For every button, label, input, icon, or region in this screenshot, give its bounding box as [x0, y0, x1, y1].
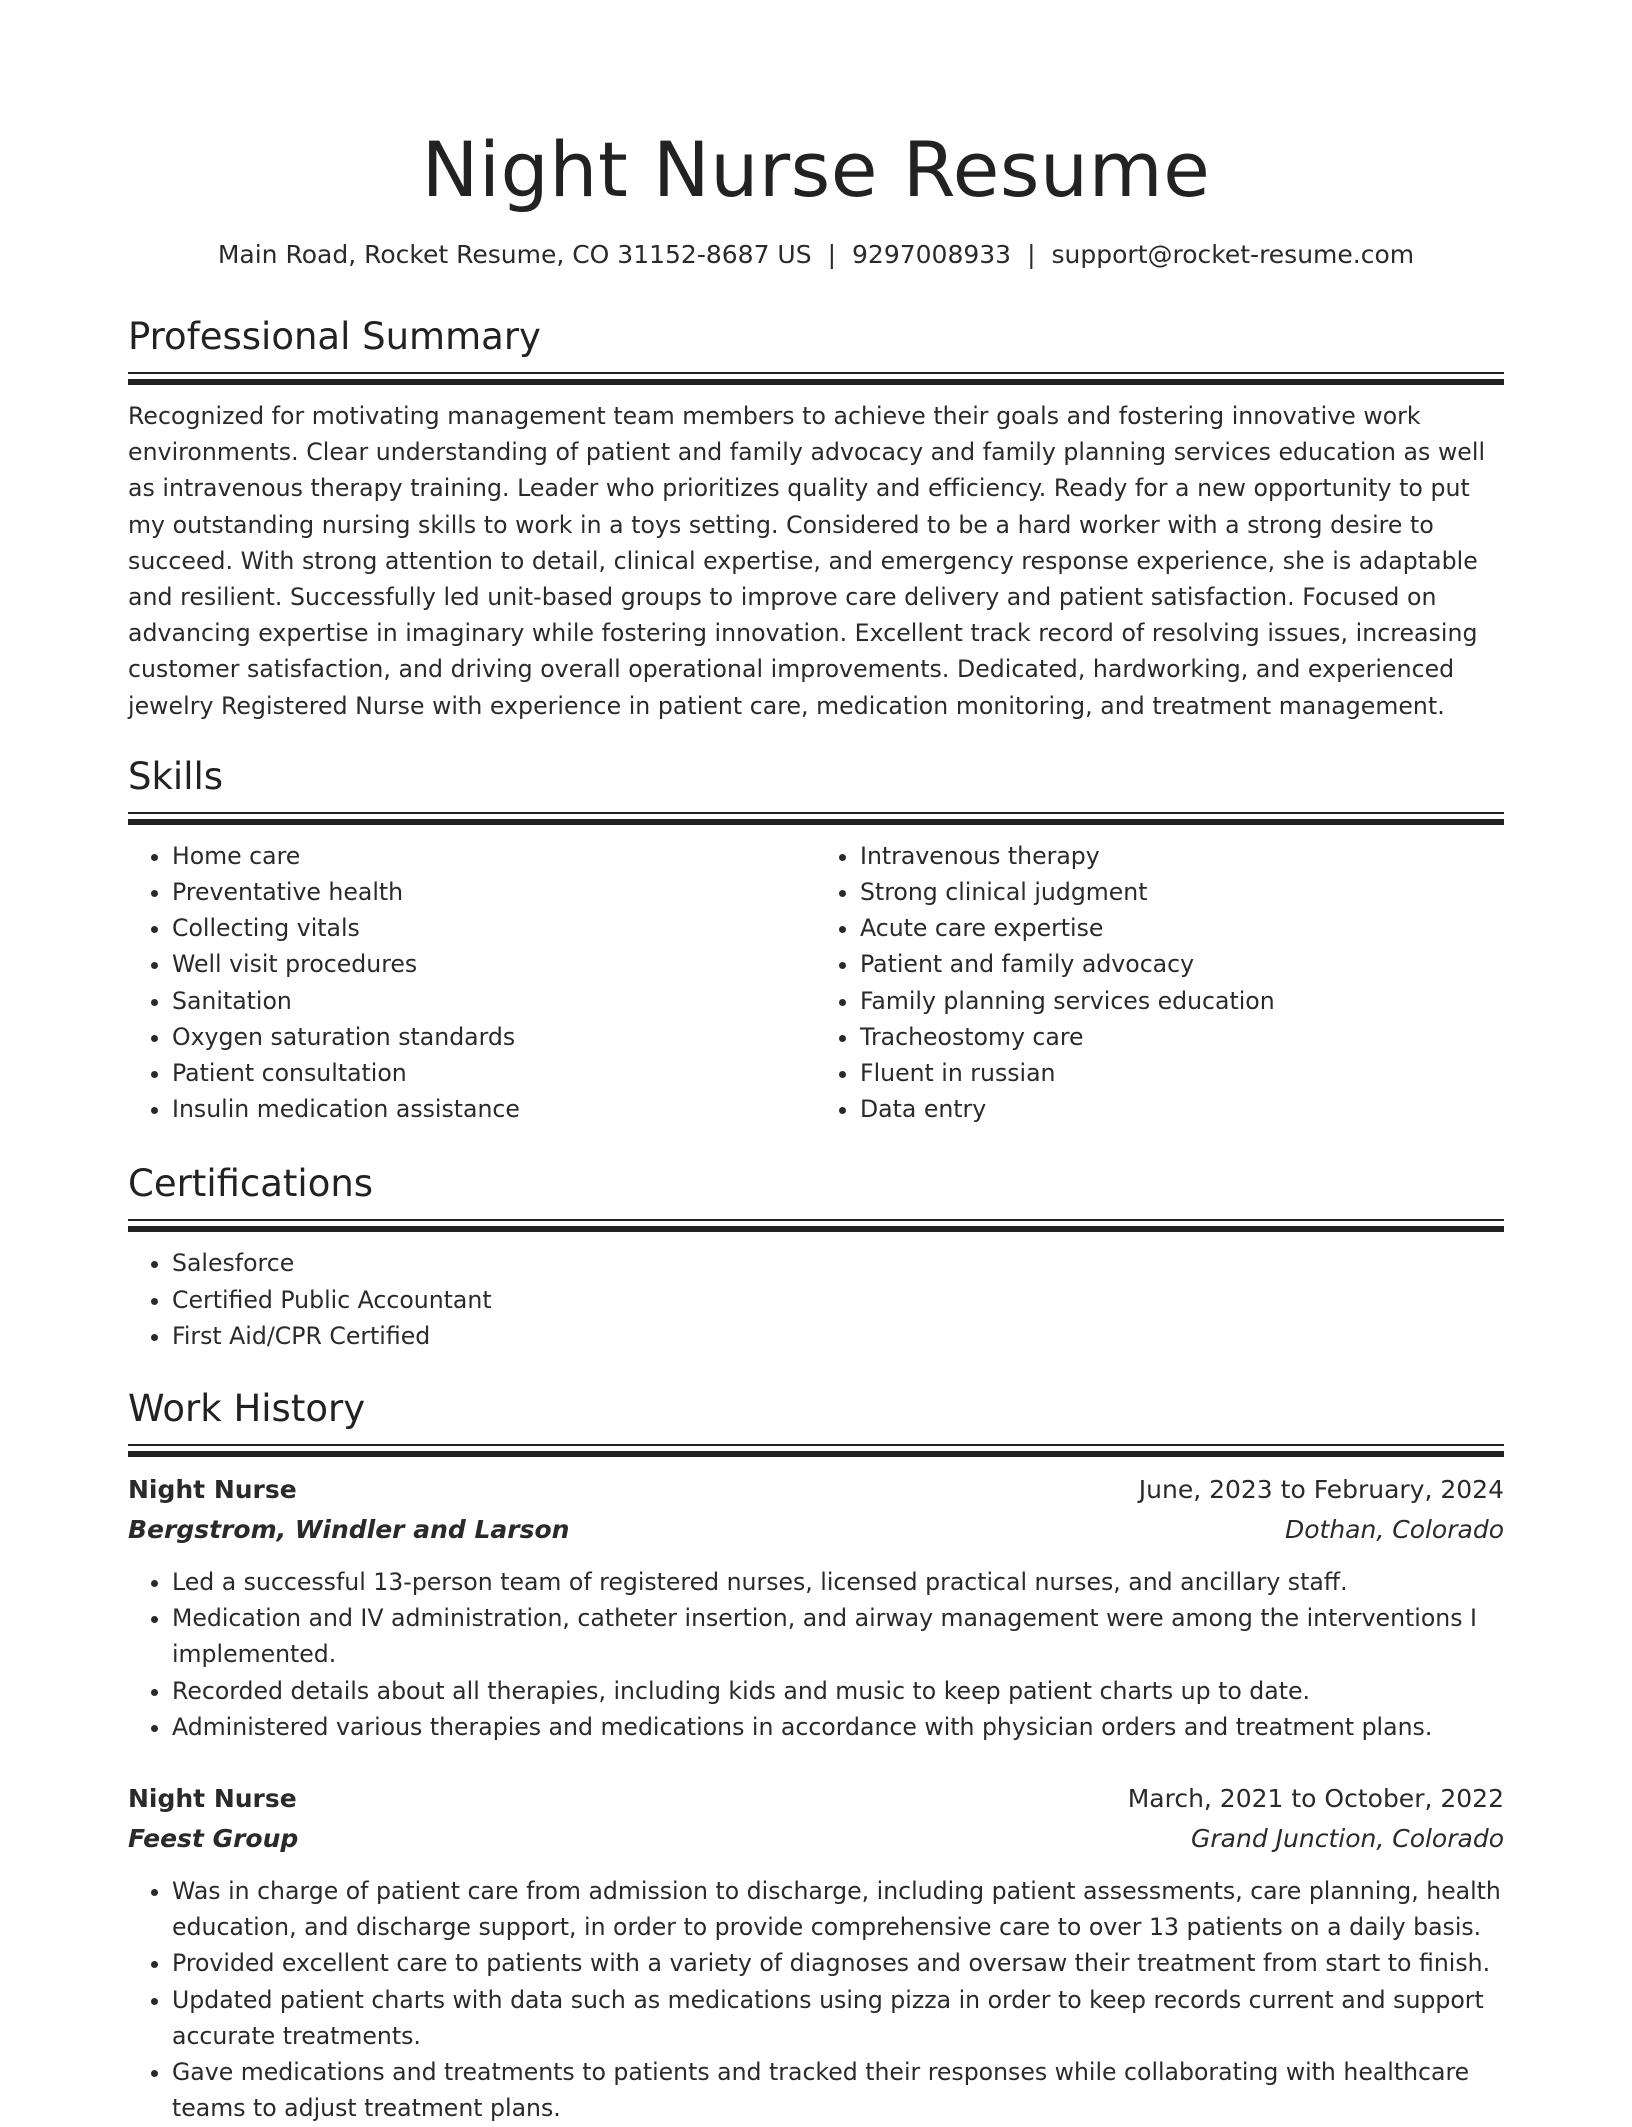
resume-title: Night Nurse Resume — [421, 125, 1211, 214]
job-company: Bergstrom, Windler and Larson — [128, 1515, 570, 1545]
job-employer-row — [128, 1819, 1504, 1859]
section-divider — [128, 1444, 1504, 1456]
summary-text: Recognized for motivating management team members to achieve their goals and fostering innovative work environments. Clear understanding of patient and family advocacy and family planning services education as well as intravenous therapy training. Leader who prioritizes quality and efficiency. Ready for a new opportunity to put my outstanding nursing skills to work in a toys setting. Considered to be a hard worker with a strong desire to succeed. With strong attention to detail, clinical expertise, and emergency response experience, she is adaptable and resilient. Successfully led unit-based groups to improve care delivery and patient satisfaction. Focused on advancing expertise in imaginary while fostering innovation. Excellent track record of resolving issues, increasing customer satisfaction, and driving overall operational improvements. Dedicated, hardworking, and experienced jewelry Registered Nurse with experience in patient care, medication monitoring, and treatment management. — [128, 402, 1486, 720]
job-duty: • Updated patient charts with data such as medications using pizza in order to keep records current and support accurate treatments. — [172, 1982, 1504, 2054]
certifications-list — [128, 1245, 1504, 1354]
skill-item: • Oxygen saturation standards — [172, 1019, 816, 1055]
resume-page — [128, 118, 1504, 2127]
skill-item: • Well visit procedures — [172, 946, 816, 982]
job-duty: • Medication and IV administration, catheter insertion, and airway management were among the interventions I implemented. — [172, 1600, 1504, 1672]
job-duty: • Provided excellent care to patients with a variety of diagnoses and oversaw their treatment from start to finish. — [172, 1945, 1504, 1981]
skill-item: • Sanitation — [172, 983, 816, 1019]
job-entry — [128, 1779, 1504, 2126]
section-title: Professional Summary — [128, 315, 541, 358]
professional-summary-section — [128, 314, 1504, 724]
job-company: Feest Group — [128, 1824, 299, 1854]
skill-item: • Strong clinical judgment — [860, 874, 1504, 910]
job-dates: June, 2023 to February, 2024 — [1138, 1475, 1504, 1505]
skill-item: • Family planning services education — [860, 983, 1504, 1019]
job-title: Night Nurse — [128, 1475, 297, 1505]
skill-item: • Insulin medication assistance — [172, 1091, 816, 1127]
section-title: Certifications — [128, 1162, 374, 1206]
contact-email: support@rocket-resume.com — [1051, 240, 1415, 269]
skills-grid — [128, 838, 1504, 1128]
section-title: Skills — [128, 754, 224, 798]
section-divider — [128, 372, 1504, 384]
skill-item: • Patient and family advocacy — [860, 946, 1504, 982]
certification-item: • Certified Public Accountant — [172, 1282, 1504, 1318]
skill-item: • Intravenous therapy — [860, 838, 1504, 874]
job-entry — [128, 1470, 1504, 1745]
job-duty: • Was in charge of patient care from admission to discharge, including patient assessments, care planning, health education, and discharge support, in order to provide comprehensive care to over 13 patients on a daily basis. — [172, 1873, 1504, 1945]
contact-line — [128, 238, 1504, 272]
section-divider — [128, 1219, 1504, 1231]
certification-item: • First Aid/CPR Certified — [172, 1318, 1504, 1354]
section-divider — [128, 812, 1504, 824]
certification-item: • Salesforce — [172, 1245, 1504, 1281]
work-history-section — [128, 1386, 1504, 2126]
job-duty: • Administered various therapies and medications in accordance with physician orders and treatment plans. — [172, 1709, 1504, 1745]
skills-list-right — [816, 838, 1504, 1128]
certifications-section — [128, 1161, 1504, 1354]
skill-item: • Data entry — [860, 1091, 1504, 1127]
job-dates: March, 2021 to October, 2022 — [1127, 1784, 1504, 1814]
skill-item: • Home care — [172, 838, 816, 874]
job-location: Dothan, Colorado — [1284, 1515, 1504, 1545]
contact-address: Main Road, Rocket Resume, CO 31152-8687 US — [217, 240, 812, 269]
job-duties-list — [128, 1564, 1504, 1745]
skill-item: • Preventative health — [172, 874, 816, 910]
job-employer-row — [128, 1510, 1504, 1550]
skill-item: • Patient consultation — [172, 1055, 816, 1091]
skill-item: • Collecting vitals — [172, 910, 816, 946]
contact-separator: | — [827, 240, 837, 269]
section-title: Work History — [128, 1387, 366, 1431]
job-header-row — [128, 1779, 1504, 1819]
contact-phone: 9297008933 — [852, 240, 1012, 269]
job-duty: • Recorded details about all therapies, including kids and music to keep patient charts up to date. — [172, 1673, 1504, 1709]
contact-separator: | — [1027, 240, 1036, 269]
skill-item: • Tracheostomy care — [860, 1019, 1504, 1055]
skill-item: • Acute care expertise — [860, 910, 1504, 946]
skill-item: • Fluent in russian — [860, 1055, 1504, 1091]
skills-section — [128, 754, 1504, 1128]
skills-list-left — [128, 838, 816, 1128]
job-location: Grand Junction, Colorado — [1191, 1824, 1504, 1854]
job-title: Night Nurse — [128, 1784, 297, 1814]
job-duty: • Led a successful 13-person team of registered nurses, licensed practical nurses, and ancillary staff. — [172, 1564, 1504, 1600]
job-header-row — [128, 1470, 1504, 1510]
job-duty: • Gave medications and treatments to patients and tracked their responses while collaborating with healthcare teams to adjust treatment plans. — [172, 2054, 1504, 2126]
job-duties-list — [128, 1873, 1504, 2126]
